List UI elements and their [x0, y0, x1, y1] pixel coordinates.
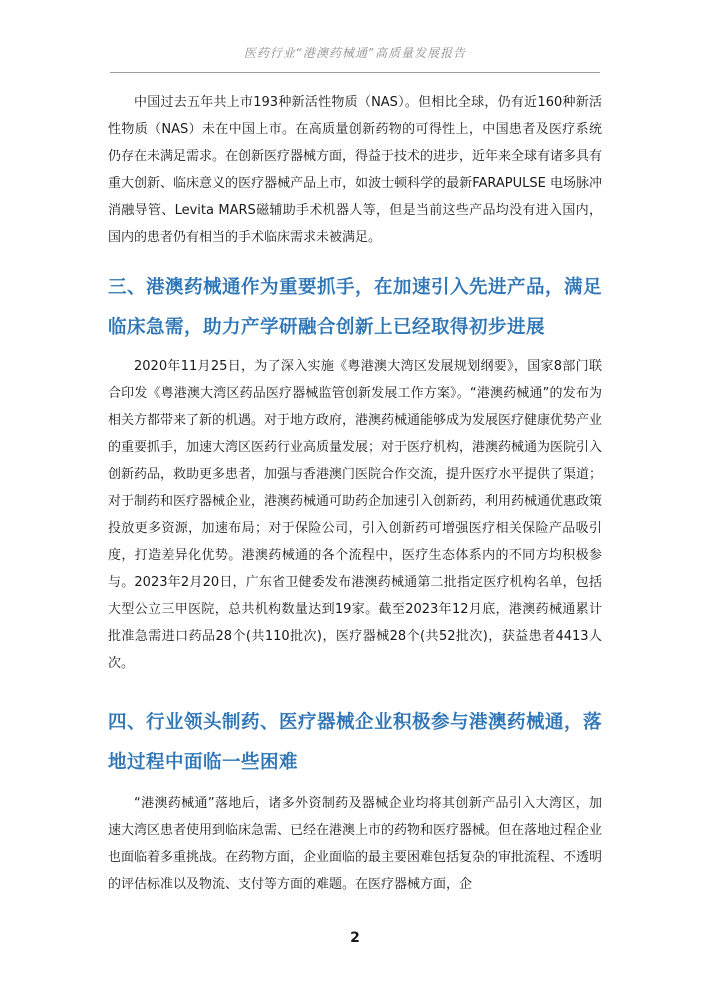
header-divider [110, 72, 600, 73]
section-heading-3: 三、港澳药械通作为重要抓手，在加速引入先进产品，满足临床急需，助力产学研融合创新上已经取得初步进展 [108, 277, 603, 338]
body-paragraph-1: 中国过去五年共上市193种新活性物质（NAS）。但相比全球，仍有近160种新活性物质（NAS）未在中国上市。在高质量创新药物的可得性上，中国患者及医疗系统仍存在未满足需求。在创新医疗器械方面，得益于技术的进步，近年来全球有诸多具有重大创新、临床意义的医疗器械产品上市，如波士顿科学的最新FARAPULSE 电场脉冲消融导管、Levita MARS磁辅助手术机器人等，但是当前这些产品均没有进入国内，国内的患者仍有相当的手术临床需求未被满足。 [108, 95, 603, 245]
section-heading-4: 四、行业领头制药、医疗器械企业积极参与港澳药械通，落地过程中面临一些困难 [108, 712, 603, 773]
page-number: 2 [350, 930, 360, 946]
body-paragraph-3: “港澳药械通”落地后，诸多外资制药及器械企业均将其创新产品引入大湾区，加速大湾区患者使用到临床急需、已经在港澳上市的药物和医疗器械。但在落地过程企业也面临着多重挑战。在药物方面，企业面临的最主要困难包括复杂的审批流程、不透明的评估标准以及物流、支付等方面的难题。在医疗器械方面，企 [108, 796, 603, 892]
body-paragraph-2: 2020年11月25日，为了深入实施《粤港澳大湾区发展规划纲要》，国家8部门联合印发《粤港澳大湾区药品医疗器械监管创新发展工作方案》。“港澳药械通”的发布为相关方都带来了新的机遇。对于地方政府，港澳药械通能够成为发展医疗健康优势产业的重要抓手，加速大湾区医药行业高质量发展；对于医疗机构，港澳药械通为医院引入创新药品，救助更多患者，加强与香港澳门医院合作交流，提升医疗水平提供了渠道；对于制药和医疗器械企业，港澳药械通可助药企加速引入创新药，利用药械通优惠政策投放更多资源，加速布局；对于保险公司，引入创新药可增强医疗相关保险产品吸引度，打造差异化优势。港澳药械通的各个流程中，医疗生态体系内的不同方均积极参与。2023年2月20日，广东省卫健委发布港澳药械通第二批指定医疗机构名单，包括大型公立三甲医院，总共机构数量达到19家。截至2023年12月底，港澳药械通累计批准急需进口药品28个(共110批次)，医疗器械28个(共52批次)，获益患者4413人次。 [108, 359, 603, 671]
page-header: 医药行业“港澳药械通”高质量发展报告 [243, 46, 467, 60]
